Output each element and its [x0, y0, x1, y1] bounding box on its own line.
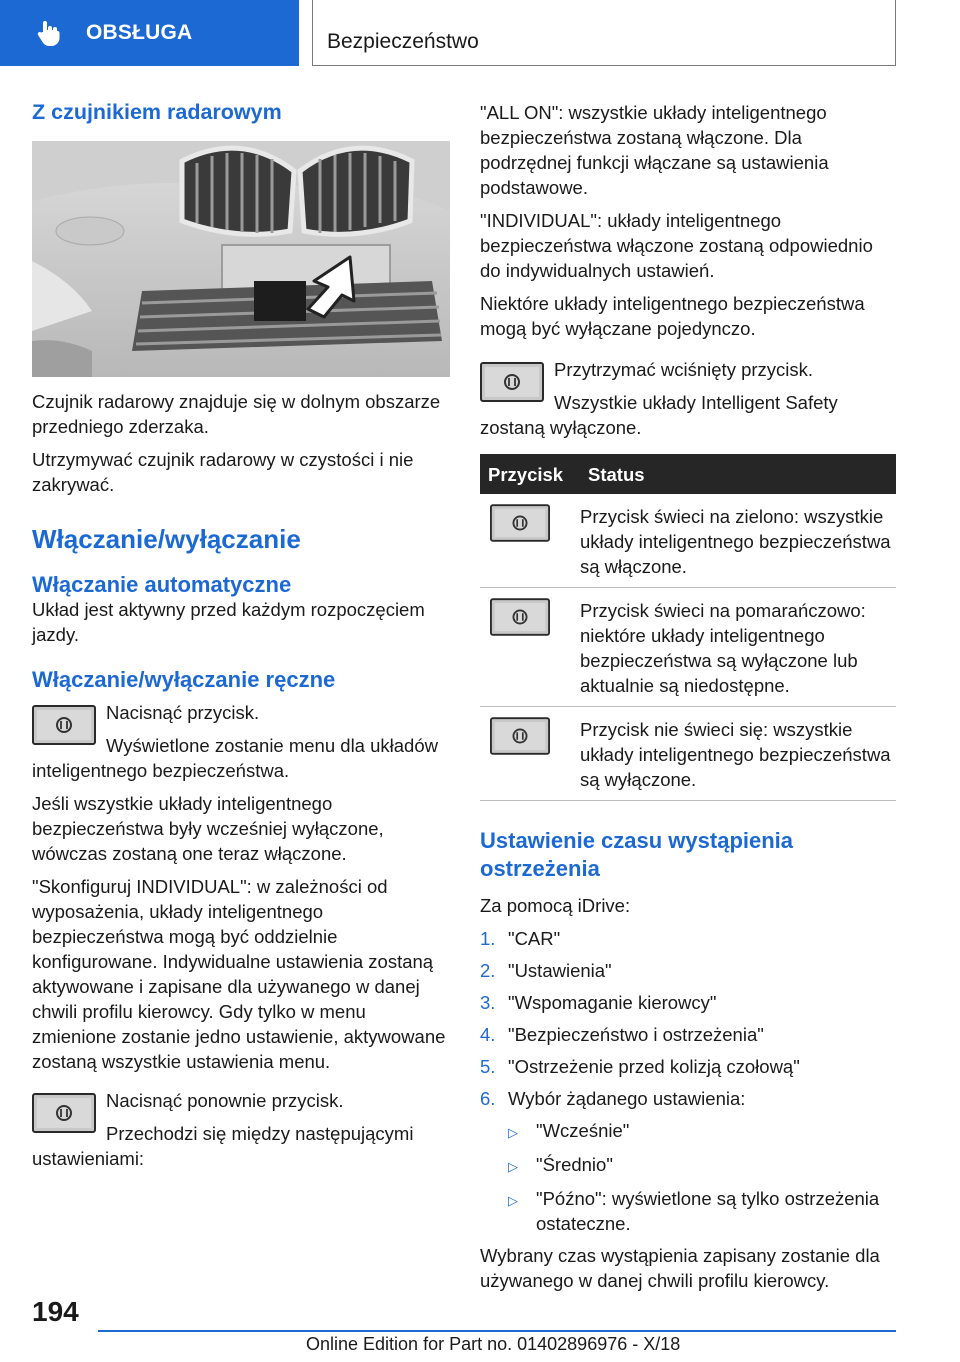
- paragraph: Czujnik radarowy znajduje się w dolnym obszarze przedniego zderzaka.: [32, 391, 441, 437]
- heading-on-off: Włączanie/wyłączanie: [32, 524, 301, 554]
- paragraph: Za pomocą iDrive:: [480, 895, 631, 916]
- section-tab[interactable]: [0, 0, 299, 66]
- status-table: [480, 454, 896, 801]
- triangle-bullet-icon: ▷: [508, 1125, 518, 1140]
- heading-warning-timing: Ustawienie czasu wystąpienia ostrzeżenia: [480, 828, 794, 881]
- hand-pointer-icon: [34, 18, 64, 48]
- paragraph: Jeśli wszystkie układy inteligentnego bezpieczeństwa były wcześniej wyłączone, wówczas zostaną one teraz włączone.: [32, 793, 384, 864]
- table-row: [480, 707, 896, 801]
- sub-list-item: ▷ "Wcześnie": [508, 1118, 896, 1145]
- radar-sensor-photo: [32, 141, 450, 377]
- paragraph: Przytrzymać wciśnięty przycisk.: [554, 359, 814, 380]
- paragraph: Niektóre układy inteligentnego bezpieczeństwa mogą być wyłączane pojedynczo.: [480, 293, 865, 339]
- paragraph: Układ jest aktywny przed każdym rozpoczęciem jazdy.: [32, 599, 425, 645]
- column-header-button: Przycisk: [480, 454, 580, 494]
- paragraph: Wszystkie układy Intelligent Safety zostaną wyłączone.: [480, 392, 838, 438]
- triangle-bullet-icon: ▷: [508, 1193, 518, 1208]
- button-instruction: [480, 357, 896, 440]
- table-header-row: [480, 454, 896, 494]
- triangle-bullet-icon: ▷: [508, 1159, 518, 1174]
- paragraph: "ALL ON": wszystkie układy inteligentnego bezpieczeństwa zostaną włączone. Dla podrzędnej funkcji włączane są ustawienia podstawowe.: [480, 102, 829, 198]
- left-column: [32, 100, 450, 1179]
- heading-automatic: Włączanie automatyczne: [32, 572, 292, 597]
- paragraph: Wyświetlone zostanie menu dla układów inteligentnego bezpieczeństwa.: [32, 735, 438, 781]
- table-row: [480, 494, 896, 588]
- list-item: 2. "Ustawienia": [480, 960, 612, 981]
- sub-list-item: ▷ "Średnio": [508, 1152, 896, 1179]
- paragraph: Nacisnąć przycisk.: [106, 702, 260, 723]
- list-item: 4. "Bezpieczeństwo i ostrzeżenia": [480, 1024, 764, 1045]
- list-item: 3. "Wspomaganie kierowcy": [480, 992, 717, 1013]
- intelligent-safety-button-icon: [32, 1093, 96, 1133]
- right-column: [480, 100, 896, 1301]
- intelligent-safety-button-icon: [480, 362, 544, 402]
- paragraph: Przechodzi się między następującymi ustawieniami:: [32, 1123, 414, 1169]
- button-orange-icon: [490, 598, 550, 636]
- sub-list-item: ▷ "Późno": wyświetlone są tylko ostrzeżenia ostateczne.: [508, 1188, 880, 1234]
- section-tab-label: OBSŁUGA: [86, 21, 193, 44]
- paragraph: Wybrany czas wystąpienia zapisany zostanie dla używanego w danej chwili profilu kierowcy.: [480, 1245, 880, 1291]
- paragraph: Utrzymywać czujnik radarowy w czystości i nie zakrywać.: [32, 449, 414, 495]
- footer-divider: [98, 1330, 896, 1332]
- column-header-status: Status: [580, 454, 896, 494]
- heading-manual: Włączanie/wyłączanie ręczne: [32, 667, 336, 692]
- paragraph: "Skonfiguruj INDIVIDUAL": w zależności od wyposażenia, układy inteligentnego bezpieczeństwa mogą być oddzielnie konfigurowane. Indywidualne ustawienia zostaną aktywowane i zapisane dla używanego w danej chwili profilu kierowcy. Gdy tylko w menu zmienione zostanie jedno ustawienie, aktywowane zostaną wszystkie ustawienia menu.: [32, 876, 446, 1072]
- button-instruction: [32, 1088, 450, 1171]
- button-off-icon: [490, 717, 550, 755]
- list-item: 1. "CAR": [480, 928, 561, 949]
- list-item: 6. Wybór żądanego ustawienia:: [480, 1088, 746, 1109]
- edition-text: Online Edition for Part no. 01402896976 - X/18: [306, 1334, 681, 1354]
- intelligent-safety-button-icon: [32, 705, 96, 745]
- chapter-header: [312, 0, 896, 66]
- idrive-steps: [480, 926, 896, 1111]
- status-text: Przycisk świeci na zielono: wszystkie układy inteligentnego bezpieczeństwa są włączone.: [580, 494, 896, 588]
- paragraph: Nacisnąć ponownie przycisk.: [106, 1090, 344, 1111]
- status-text: Przycisk świeci na pomarańczowo: niektóre układy inteligentnego bezpieczeństwa są wyłączone lub aktualnie są niedostępne.: [580, 588, 896, 707]
- table-row: [480, 588, 896, 707]
- heading-radar: Z czujnikiem radarowym: [32, 100, 282, 124]
- page-number: 194: [32, 1296, 79, 1327]
- button-green-icon: [490, 504, 550, 542]
- chapter-title: Bezpieczeństwo: [327, 30, 479, 53]
- paragraph: "INDIVIDUAL": układy inteligentnego bezpieczeństwa włączone zostaną odpowiednio do indywidualnych ustawień.: [480, 210, 873, 281]
- status-text: Przycisk nie świeci się: wszystkie układy inteligentnego bezpieczeństwa są wyłączone.: [580, 707, 896, 801]
- list-item: 5. "Ostrzeżenie przed kolizją czołową": [480, 1056, 800, 1077]
- button-instruction: [32, 700, 450, 783]
